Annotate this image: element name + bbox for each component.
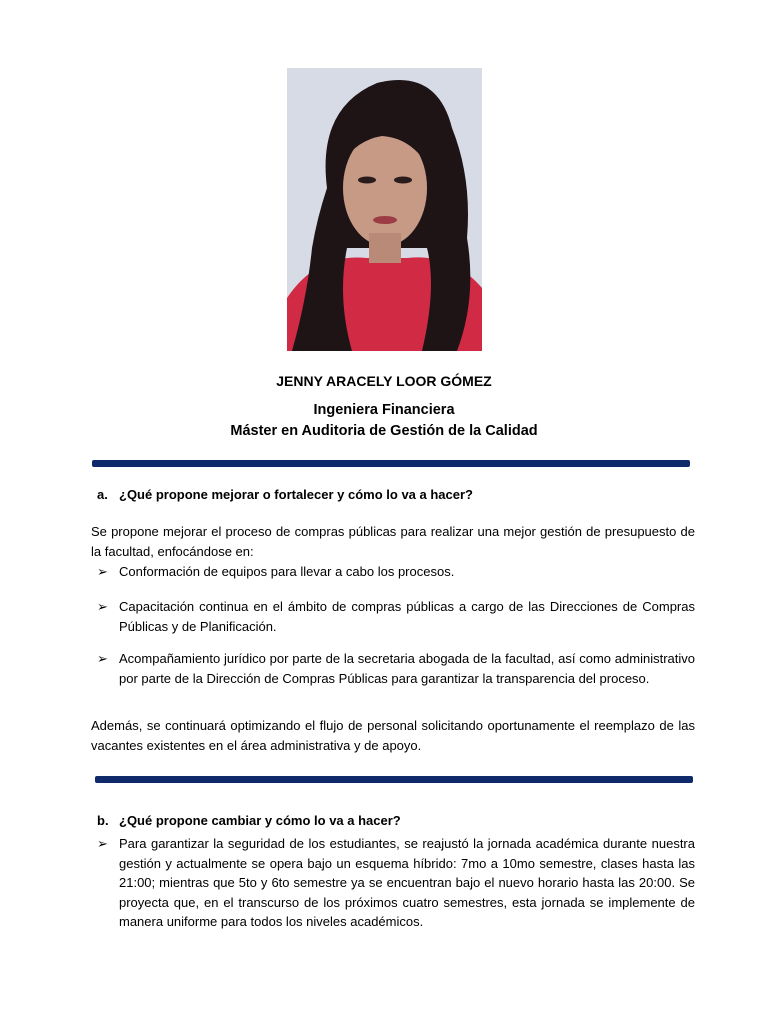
closing-paragraph: Además, se continuará optimizando el flujo de personal solicitando oportunamente el reemplazo de las vacantes existentes en el área administrativa y de apoyo. <box>91 718 695 753</box>
question-letter: b. <box>97 813 109 828</box>
section-divider <box>92 460 690 467</box>
question-a <box>97 487 473 502</box>
question-letter: a. <box>97 487 108 502</box>
question-b <box>97 813 401 828</box>
arrow-bullet-icon: ➢ <box>97 599 108 614</box>
arrow-bullet-icon: ➢ <box>97 564 108 579</box>
profile-photo <box>287 68 482 351</box>
list-item-text: Para garantizar la seguridad de los estudiantes, se reajustó la jornada académica durante nuestra gestión y actualmente se opera bajo un esquema híbrido: 7mo a 10mo semestre, clases hasta las 21:00; mientras que 5to y 6to semestre ya se encuentran bajo el nuevo horario hasta las 20:00. Se proyecta que, en el transcurso de los próximos cuatro semestres, esta jornada se implemente de manera uniforme para todos los niveles académicos. <box>119 836 695 929</box>
masters-title: Máster en Auditoria de Gestión de la Calidad <box>230 423 538 439</box>
section-divider <box>95 776 693 783</box>
degree-title: Ingeniera Financiera <box>313 402 455 418</box>
candidate-name: JENNY ARACELY LOOR GÓMEZ <box>276 373 492 389</box>
list-item <box>97 597 695 636</box>
list-item-text: Capacitación continua en el ámbito de compras públicas a cargo de las Direcciones de Compras Públicas y de Planificación. <box>119 599 695 634</box>
list-item-text: Conformación de equipos para llevar a cabo los procesos. <box>119 564 455 579</box>
list-item <box>97 834 695 932</box>
list-item <box>97 562 695 582</box>
arrow-bullet-icon: ➢ <box>97 651 108 666</box>
question-text: ¿Qué propone mejorar o fortalecer y cómo lo va a hacer? <box>119 487 473 502</box>
list-item-text: Acompañamiento jurídico por parte de la secretaria abogada de la facultad, así como administrativo por parte de la Dirección de Compras Públicas para garantizar la transparencia del proceso. <box>119 651 695 686</box>
question-text: ¿Qué propone cambiar y cómo lo va a hacer? <box>119 813 401 828</box>
list-item <box>97 649 695 688</box>
arrow-bullet-icon: ➢ <box>97 836 108 851</box>
intro-paragraph: Se propone mejorar el proceso de compras públicas para realizar una mejor gestión de presupuesto de la facultad, enfocándose en: <box>91 524 695 559</box>
